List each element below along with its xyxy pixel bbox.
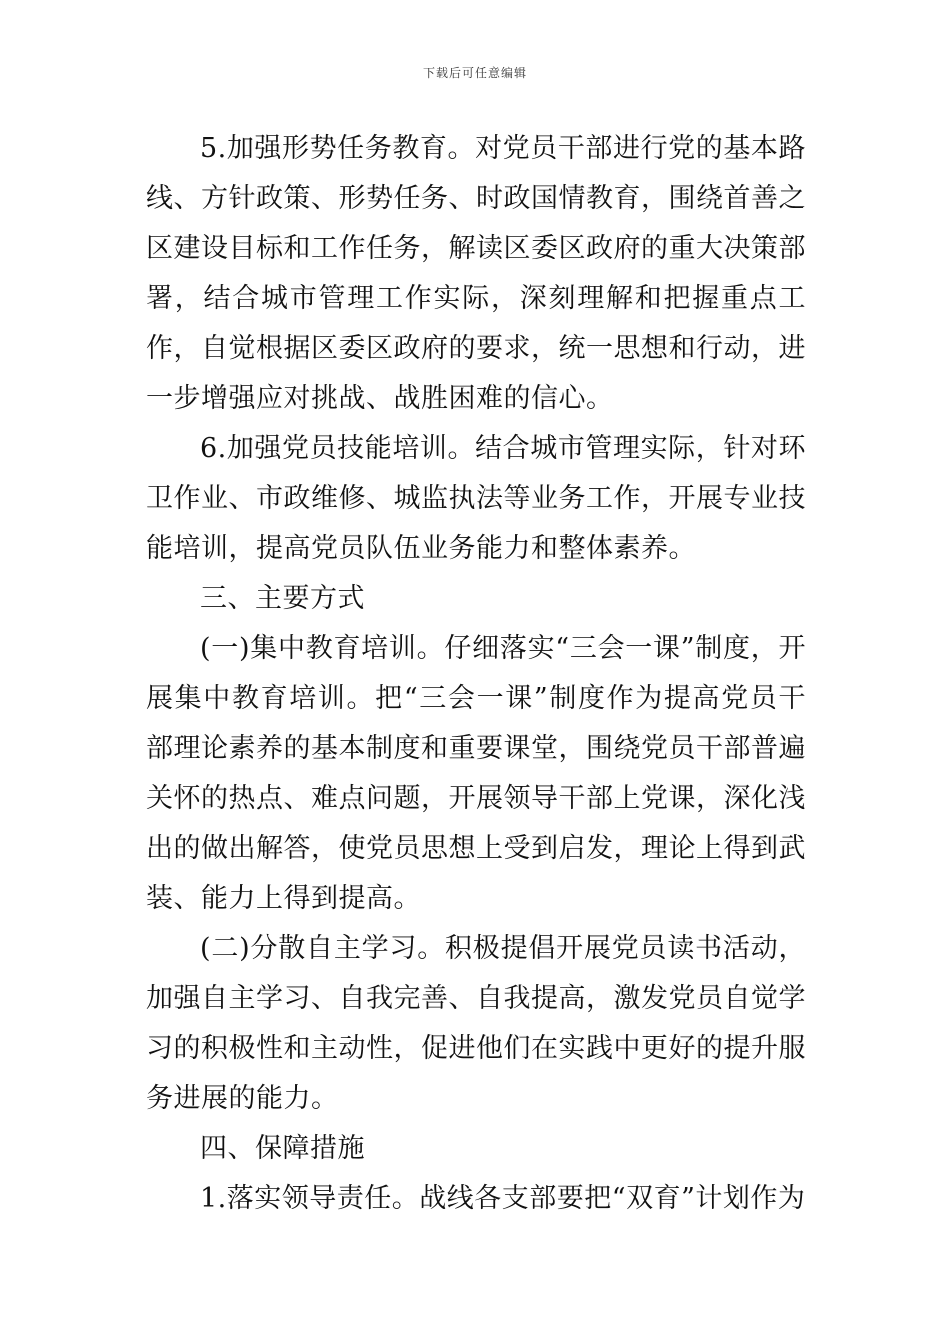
paragraph-self-study: (二)分散自主学习。积极提倡开展党员读书活动，加强自主学习、自我完善、自我提高，激发党员自觉学习的积极性和主动性，促进他们在实践中更好的提升服务进展的能力。 bbox=[146, 933, 806, 1114]
section-heading-main-methods: 三、主要方式 bbox=[200, 583, 365, 614]
paragraph-situation-education: 5.加强形势任务教育。对党员干部进行党的基本路线、方针政策、形势任务、时政国情教育，围绕首善之区建设目标和工作任务，解读区委区政府的重大决策部署，结合城市管理工作实际，深刻理解和把握重点工作，自觉根据区委区政府的要求，统一思想和行动，进一步增强应对挑战、战胜困难的信心。 bbox=[146, 133, 806, 414]
document-body bbox=[146, 124, 806, 1224]
paragraph-skills-training: 6.加强党员技能培训。结合城市管理实际，针对环卫作业、市政维修、城监执法等业务工作，开展专业技能培训，提高党员队伍业务能力和整体素养。 bbox=[146, 433, 806, 564]
page-header-note: 下载后可任意编辑 bbox=[422, 66, 527, 80]
section-heading-safeguards: 四、保障措施 bbox=[200, 1133, 365, 1164]
paragraph-centralized-training: (一)集中教育培训。仔细落实“三会一课”制度，开展集中教育培训。把“三会一课”制度作为提高党员干部理论素养的基本制度和重要课堂，围绕党员干部普遍关怀的热点、难点问题，开展领导干部上党课，深化浅出的做出解答，使党员思想上受到启发，理论上得到武装、能力上得到提高。 bbox=[146, 633, 806, 914]
paragraph-leadership-responsibility: 1.落实领导责任。战线各支部要把“双育”计划作为 bbox=[200, 1183, 806, 1214]
